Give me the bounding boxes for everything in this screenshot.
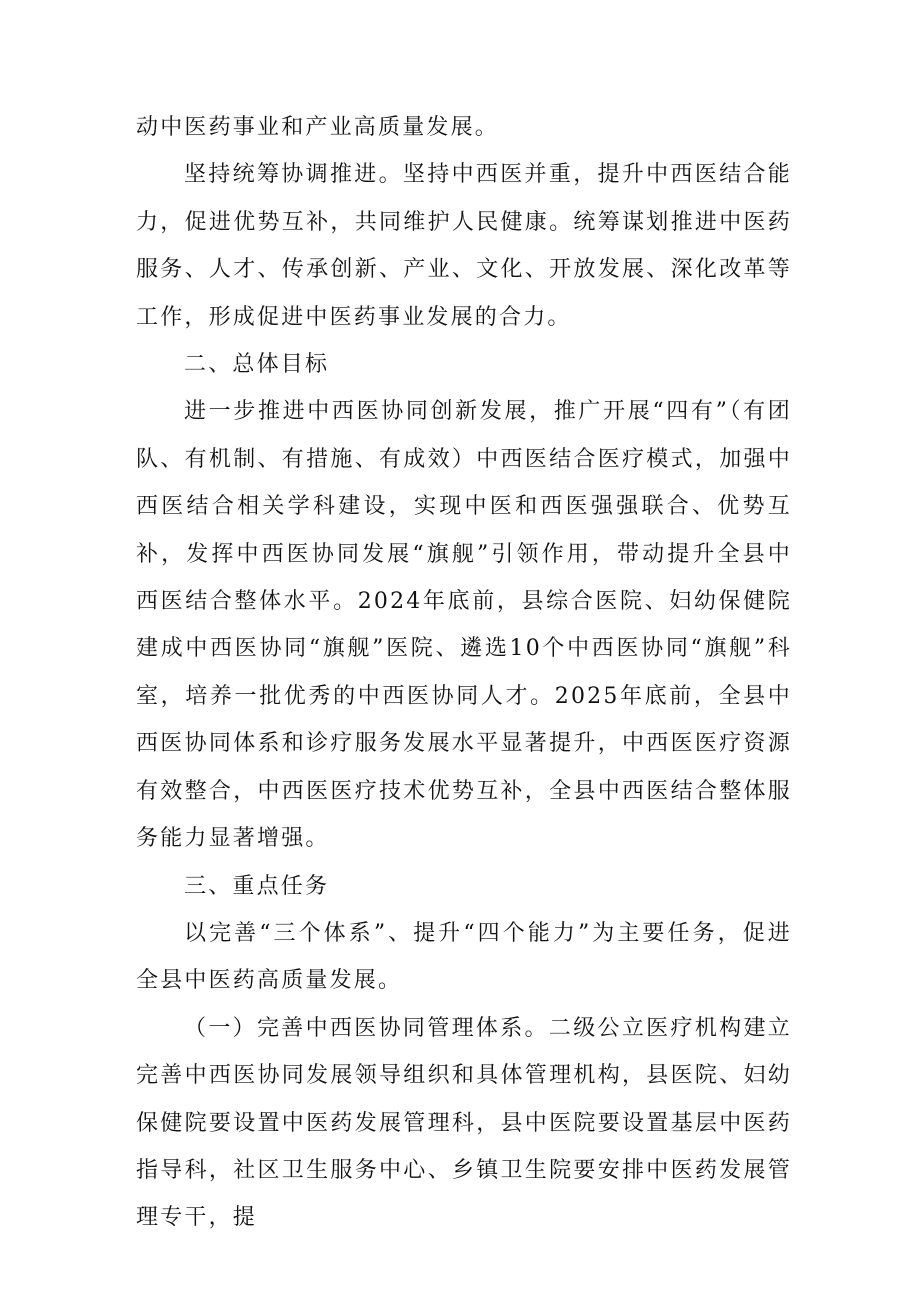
section-heading-overall-goals: 二、总体目标 bbox=[184, 352, 330, 378]
paragraph-overall-goals: 进一步推进中西医协同创新发展，推广开展“四有”（有团队、有机制、有措施、有成效）中西医结合医疗模式，加强中西医结合相关学科建设，实现中医和西医强强联合、优势互补，发挥中西医协同发展“旗舰”引领作用，带动提升全县中西医结合整体水平。2024年底前，县综合医院、妇幼保健院建成中西医协同“旗舰”医院、遴选10个中西医协同“旗舰”科室，培养一批优秀的中西医协同人才。2025年底前，全县中西医协同体系和诊疗服务发展水平显著提升，中西医医疗资源有效整合，中西医医疗技术优势互补，全县中西医结合整体服务能力显著增强。 bbox=[136, 399, 792, 852]
paragraph-management-system: （一）完善中西医协同管理体系。二级公立医疗机构建立完善中西医协同发展领导组织和具体管理机构，县医院、妇幼保健院要设置中医药发展管理科，县中医院要设置基层中医药指导科，社区卫生服务中心、乡镇卫生院要安排中医药发展管理专干，提 bbox=[136, 1015, 792, 1231]
section-heading-key-tasks: 三、重点任务 bbox=[184, 873, 330, 899]
paragraph-continuation: 动中医药事业和产业高质量发展。 bbox=[136, 115, 500, 140]
document-body bbox=[136, 104, 792, 1242]
paragraph-coordination: 坚持统筹协调推进。坚持中西医并重，提升中西医结合能力，促进优势互补，共同维护人民健康。统筹谋划推进中医药服务、人才、传承创新、产业、文化、开放发展、深化改革等工作，形成促进中医药事业发展的合力。 bbox=[136, 162, 792, 330]
paragraph-key-tasks-intro: 以完善“三个体系”、提升“四个能力”为主要任务，促进全县中医药高质量发展。 bbox=[136, 920, 792, 994]
